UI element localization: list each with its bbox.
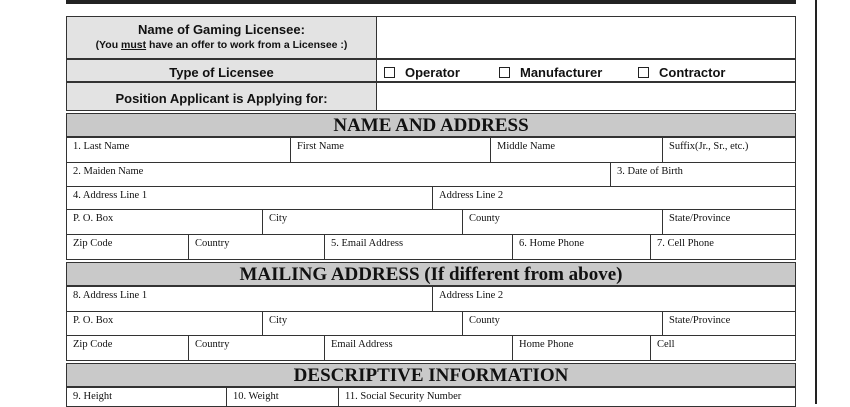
operator-checkbox[interactable]: [384, 67, 395, 78]
date-of-birth-field[interactable]: 3. Date of Birth: [617, 166, 683, 177]
position-label: Position Applicant is Applying for:: [115, 91, 328, 106]
contractor-option[interactable]: Contractor: [638, 65, 725, 80]
licensee-name-title: Name of Gaming Licensee:: [138, 22, 305, 37]
mailing-zip-code-field[interactable]: Zip Code: [67, 336, 189, 360]
email-address-field[interactable]: 5. Email Address: [325, 235, 513, 259]
county-field[interactable]: County: [463, 210, 663, 234]
licensee-type-options: [377, 60, 795, 81]
mailing-email-field[interactable]: Email Address: [325, 336, 513, 360]
licensee-type-label: Type of Licensee: [169, 65, 274, 80]
mailing-home-phone-field[interactable]: Home Phone: [513, 336, 651, 360]
mailing-contact-row: [66, 335, 796, 361]
first-name-field[interactable]: First Name: [291, 138, 491, 162]
mailing-po-city-row: [66, 311, 796, 336]
address-row: [66, 186, 796, 210]
contractor-checkbox[interactable]: [638, 67, 649, 78]
weight-field[interactable]: 10. Weight: [227, 388, 339, 406]
descriptive-info-heading: DESCRIPTIVE INFORMATION: [66, 363, 796, 387]
licensee-name-subtitle: (You must have an offer to work from a Licensee :): [95, 39, 348, 51]
mailing-address-line-2-field[interactable]: Address Line 2: [439, 290, 504, 301]
height-field[interactable]: 9. Height: [67, 388, 227, 406]
maiden-dob-row: [66, 162, 796, 187]
licensee-type-label-cell: [67, 60, 377, 81]
mailing-address-line-1-field[interactable]: 8. Address Line 1: [67, 287, 433, 311]
licensee-type-row: [66, 59, 796, 82]
po-box-field[interactable]: P. O. Box: [67, 210, 263, 234]
licensee-name-label-cell: [67, 17, 377, 58]
address-line-1-field[interactable]: 4. Address Line 1: [67, 187, 433, 209]
mailing-county-field[interactable]: County: [463, 312, 663, 335]
cell-phone-field[interactable]: 7. Cell Phone: [657, 238, 714, 249]
po-city-row: [66, 209, 796, 235]
descriptive-row: [66, 387, 796, 407]
application-form: [66, 0, 796, 404]
ssn-field[interactable]: 11. Social Security Number: [345, 391, 462, 402]
country-field[interactable]: Country: [189, 235, 325, 259]
address-line-2-field[interactable]: Address Line 2: [439, 190, 504, 201]
maiden-name-field[interactable]: 2. Maiden Name: [67, 163, 611, 186]
licensee-name-field[interactable]: [377, 17, 795, 58]
page-edge-line: [815, 0, 817, 404]
mailing-state-province-field[interactable]: State/Province: [669, 315, 731, 326]
home-phone-field[interactable]: 6. Home Phone: [513, 235, 651, 259]
mailing-country-field[interactable]: Country: [189, 336, 325, 360]
city-field[interactable]: City: [263, 210, 463, 234]
mailing-address-heading: MAILING ADDRESS (If different from above): [66, 262, 796, 286]
contact-row: [66, 234, 796, 260]
licensee-name-row: [66, 16, 796, 59]
mailing-address-row: [66, 286, 796, 312]
manufacturer-checkbox[interactable]: [499, 67, 510, 78]
zip-code-field[interactable]: Zip Code: [67, 235, 189, 259]
name-address-heading: NAME AND ADDRESS: [66, 113, 796, 137]
position-row: [66, 82, 796, 111]
operator-option[interactable]: Operator: [384, 65, 460, 80]
mailing-city-field[interactable]: City: [263, 312, 463, 335]
position-label-cell: [67, 83, 377, 110]
last-name-field[interactable]: 1. Last Name: [67, 138, 291, 162]
name-row: [66, 137, 796, 163]
suffix-field[interactable]: Suffix(Jr., Sr., etc.): [669, 141, 749, 152]
mailing-cell-field[interactable]: Cell: [657, 339, 675, 350]
manufacturer-option[interactable]: Manufacturer: [499, 65, 602, 80]
middle-name-field[interactable]: Middle Name: [491, 138, 663, 162]
mailing-po-box-field[interactable]: P. O. Box: [67, 312, 263, 335]
state-province-field[interactable]: State/Province: [669, 213, 731, 224]
position-field[interactable]: [377, 83, 795, 110]
